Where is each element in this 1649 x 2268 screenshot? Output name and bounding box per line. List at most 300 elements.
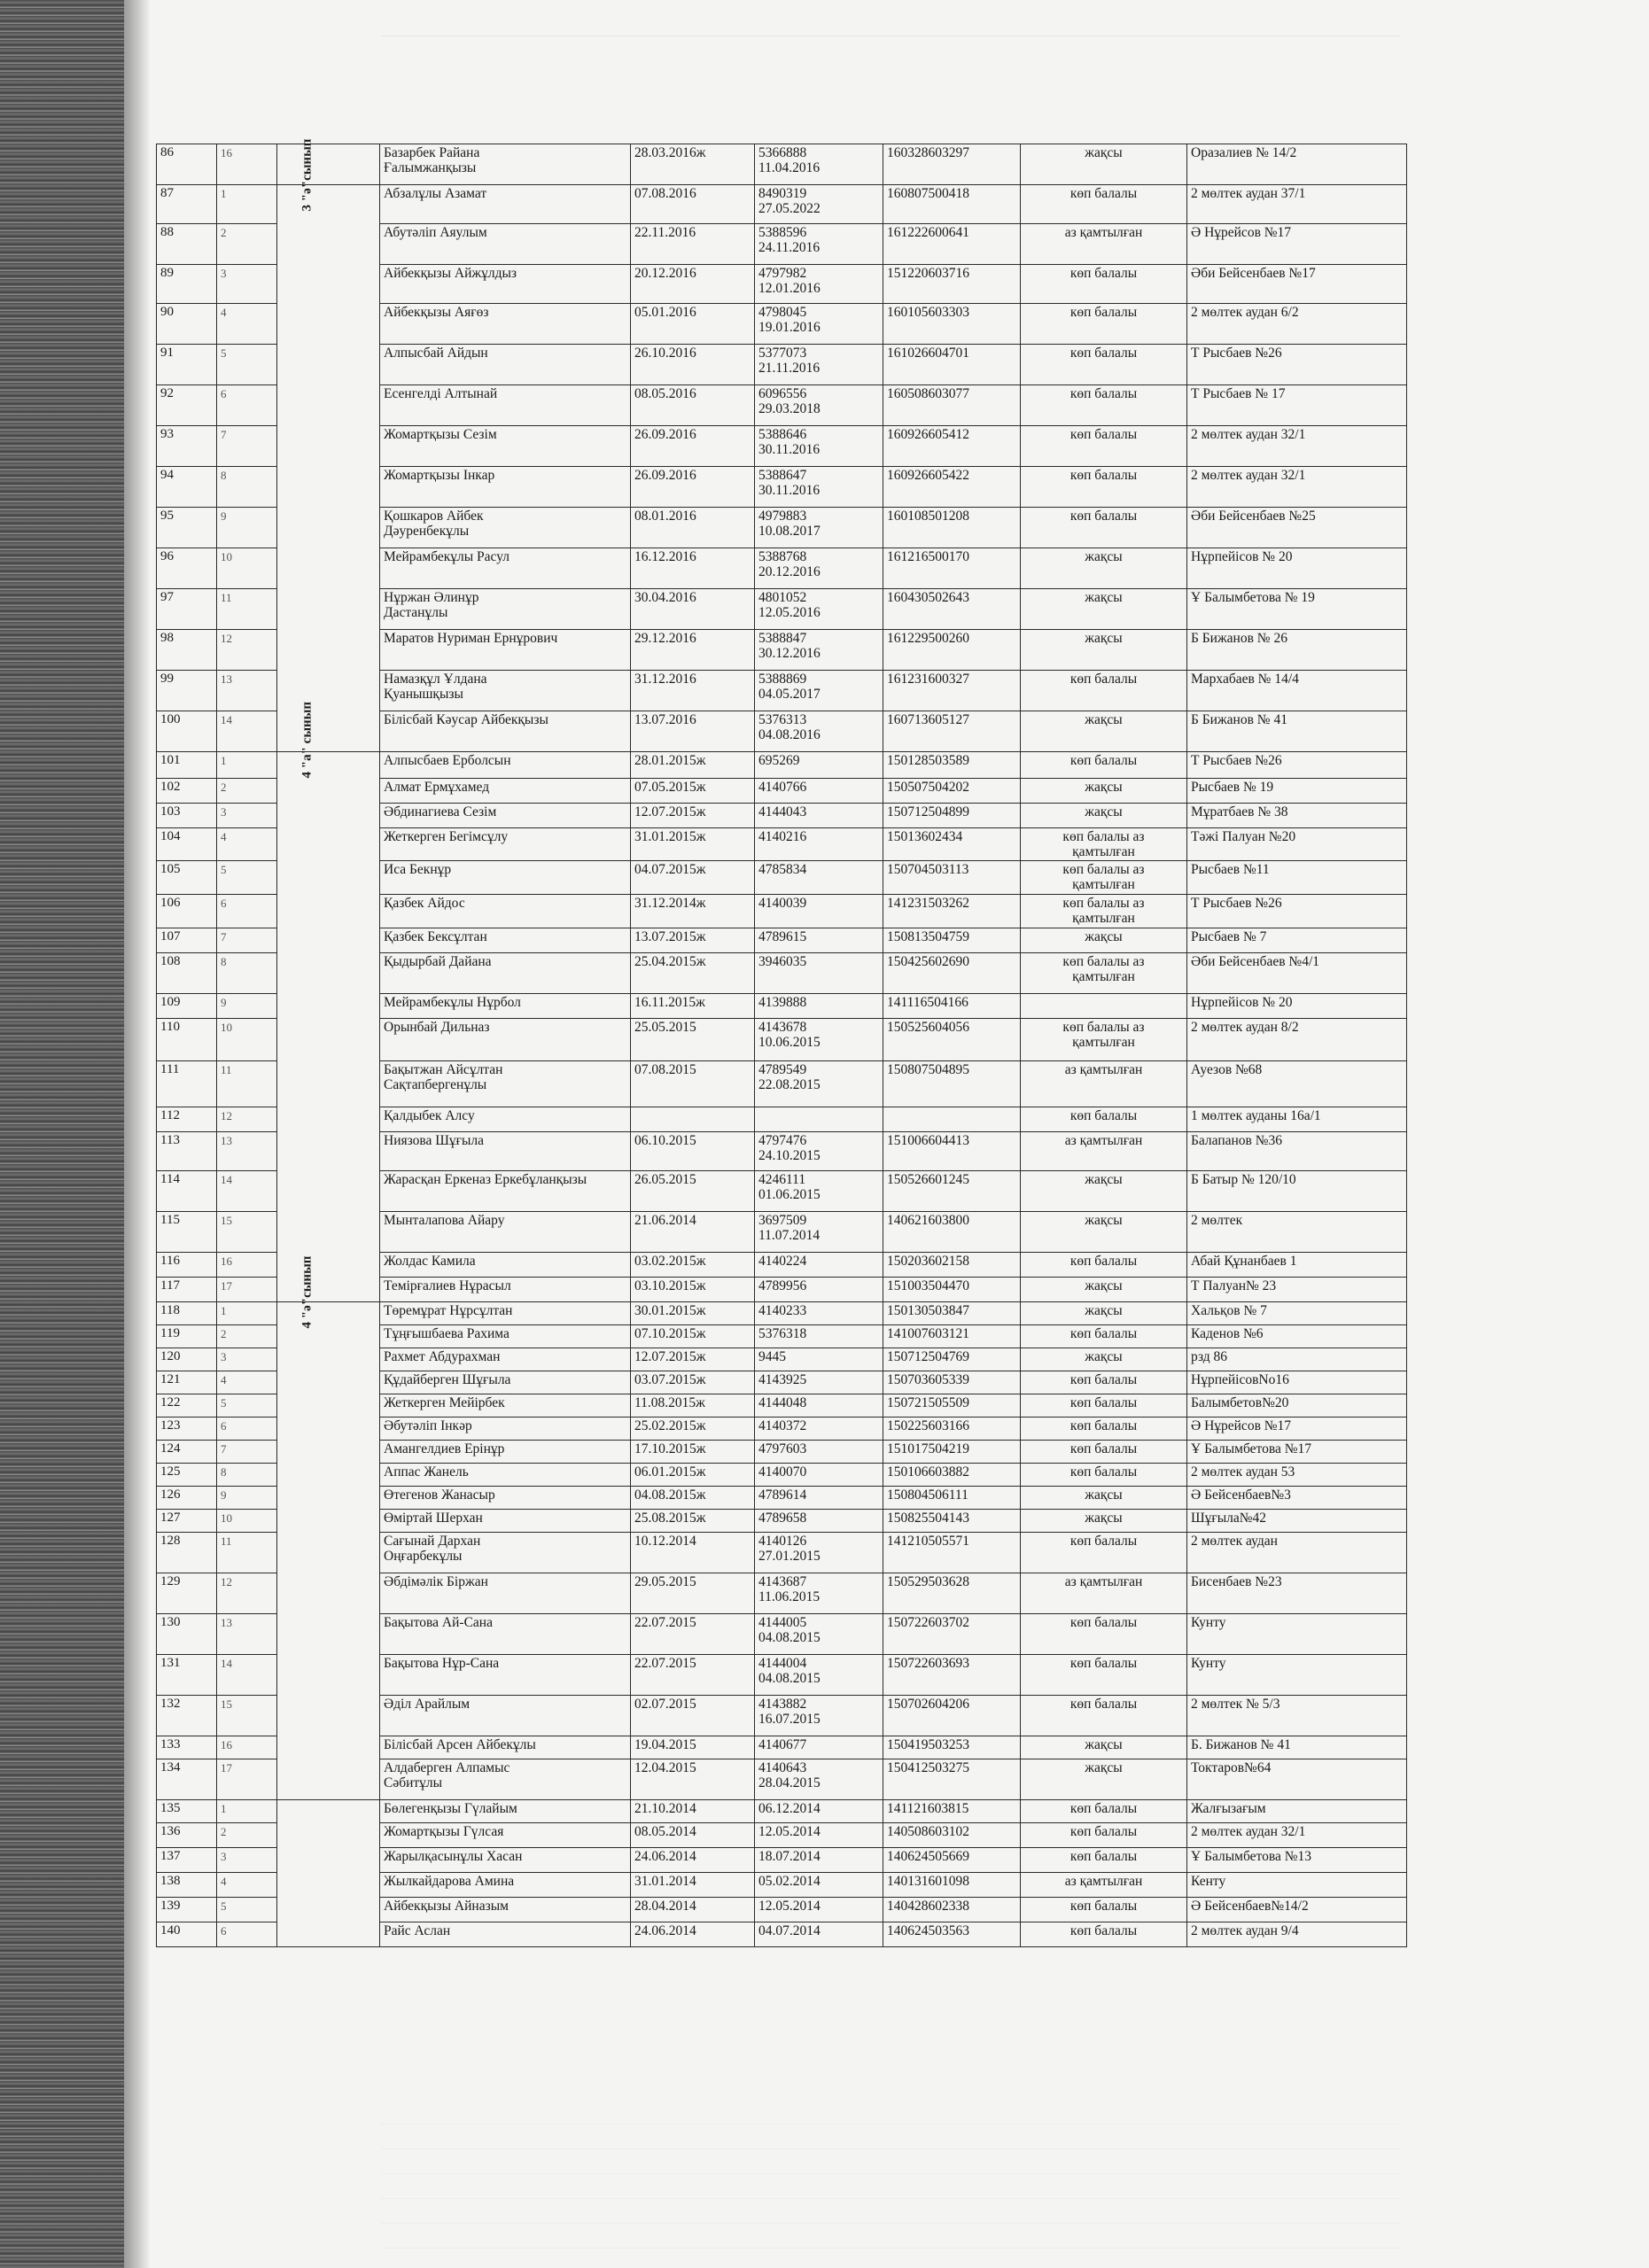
birth-date: 30.01.2015ж	[631, 1302, 755, 1325]
birth-certificate: 4789956	[755, 1278, 883, 1302]
iin-number: 160926605412	[883, 426, 1021, 467]
student-name: Алдаберген Алпамыс Сәбитұлы	[380, 1759, 631, 1800]
iin-number: 150419503253	[883, 1736, 1021, 1759]
birth-certificate: 05.02.2014	[755, 1873, 883, 1898]
student-name: Темірғалиев Нұрасыл	[380, 1278, 631, 1302]
family-status: көп балалы аз қамтылған	[1021, 895, 1187, 928]
family-status: жақсы	[1021, 804, 1187, 828]
home-address: 2 мөлтек аудан 32/1	[1187, 1823, 1407, 1848]
birth-certificate: 4143882 16.07.2015	[755, 1696, 883, 1736]
family-status: жақсы	[1021, 1510, 1187, 1533]
scan-shadow-fade	[124, 0, 151, 2268]
iin-number: 150704503113	[883, 861, 1021, 895]
home-address: рзд 86	[1187, 1348, 1407, 1371]
iin-number: 160807500418	[883, 185, 1021, 224]
birth-certificate: 9445	[755, 1348, 883, 1371]
home-address: Рысбаев № 7	[1187, 928, 1407, 953]
birth-date: 31.12.2014ж	[631, 895, 755, 928]
class-row-number: 12	[217, 630, 277, 671]
family-status: жақсы	[1021, 711, 1187, 752]
birth-certificate: 695269	[755, 752, 883, 779]
family-status: жақсы	[1021, 928, 1187, 953]
birth-date: 08.05.2014	[631, 1823, 755, 1848]
iin-number: 161026604701	[883, 345, 1021, 385]
family-status: көп балалы	[1021, 1848, 1187, 1873]
iin-number: 160926605422	[883, 467, 1021, 508]
family-status: көп балалы	[1021, 671, 1187, 711]
family-status: аз қамтылған	[1021, 1573, 1187, 1614]
class-row-number: 10	[217, 1510, 277, 1533]
class-row-number: 3	[217, 804, 277, 828]
birth-date: 24.06.2014	[631, 1848, 755, 1873]
home-address: Ә Нұрейсов №17	[1187, 224, 1407, 265]
family-status: көп балалы	[1021, 345, 1187, 385]
class-row-number: 9	[217, 1487, 277, 1510]
birth-certificate: 5388596 24.11.2016	[755, 224, 883, 265]
birth-date: 10.12.2014	[631, 1533, 755, 1573]
student-name: Білісбай Кәусар Айбекқызы	[380, 711, 631, 752]
iin-number: 141231503262	[883, 895, 1021, 928]
home-address: Мархабаев № 14/4	[1187, 671, 1407, 711]
birth-certificate: 8490319 27.05.2022	[755, 185, 883, 224]
birth-date: 25.05.2015	[631, 1019, 755, 1061]
student-name: Ниязова Шұғыла	[380, 1132, 631, 1171]
student-name: Жомартқызы Інкар	[380, 467, 631, 508]
iin-number: 140131601098	[883, 1873, 1021, 1898]
family-status: жақсы	[1021, 1171, 1187, 1212]
iin-number: 150712504899	[883, 804, 1021, 828]
class-row-number: 17	[217, 1278, 277, 1302]
home-address: Бисенбаев №23	[1187, 1573, 1407, 1614]
birth-certificate: 4140372	[755, 1418, 883, 1441]
birth-date: 07.08.2015	[631, 1061, 755, 1107]
iin-number: 150529503628	[883, 1573, 1021, 1614]
iin-number: 160108501208	[883, 508, 1021, 548]
student-name: Алпысбай Айдын	[380, 345, 631, 385]
birth-certificate: 4140126 27.01.2015	[755, 1533, 883, 1573]
iin-number: 150130503847	[883, 1302, 1021, 1325]
class-row-number: 4	[217, 1873, 277, 1898]
iin-number: 150203602158	[883, 1253, 1021, 1278]
student-name: Қыдырбай Дайана	[380, 953, 631, 994]
family-status: көп балалы	[1021, 1418, 1187, 1441]
family-status: аз қамтылған	[1021, 1873, 1187, 1898]
birth-date: 28.03.2016ж	[631, 144, 755, 185]
birth-date: 13.07.2016	[631, 711, 755, 752]
iin-number: 151003504470	[883, 1278, 1021, 1302]
iin-number: 150507504202	[883, 779, 1021, 804]
family-status: көп балалы	[1021, 467, 1187, 508]
student-name: Нұржан Әлинұр Дастанұлы	[380, 589, 631, 630]
home-address: Кенту	[1187, 1873, 1407, 1898]
home-address: Ә Бейсенбаев№3	[1187, 1487, 1407, 1510]
birth-date: 16.11.2015ж	[631, 994, 755, 1019]
home-address: Ә Нұрейсов №17	[1187, 1418, 1407, 1441]
birth-certificate: 5388847 30.12.2016	[755, 630, 883, 671]
iin-number: 141121603815	[883, 1800, 1021, 1823]
iin-number: 160105603303	[883, 304, 1021, 345]
row-number: 108	[157, 953, 217, 994]
iin-number: 15013602434	[883, 828, 1021, 861]
class-row-number: 7	[217, 1441, 277, 1464]
iin-number: 151220603716	[883, 265, 1021, 304]
birth-certificate: 4789615	[755, 928, 883, 953]
home-address: Кунту	[1187, 1614, 1407, 1655]
home-address: 2 мөлтек аудан 32/1	[1187, 426, 1407, 467]
class-row-number: 5	[217, 1394, 277, 1418]
student-name: Бөлегенқызы Гүлайым	[380, 1800, 631, 1823]
birth-certificate: 6096556 29.03.2018	[755, 385, 883, 426]
row-number: 116	[157, 1253, 217, 1278]
birth-certificate: 4798045 19.01.2016	[755, 304, 883, 345]
row-number: 127	[157, 1510, 217, 1533]
class-row-number: 14	[217, 711, 277, 752]
class-row-number: 14	[217, 1171, 277, 1212]
family-status: көп балалы	[1021, 1533, 1187, 1573]
family-status: көп балалы	[1021, 508, 1187, 548]
birth-certificate: 5388869 04.05.2017	[755, 671, 883, 711]
class-row-number: 10	[217, 1019, 277, 1061]
class-row-number: 3	[217, 1348, 277, 1371]
birth-date: 07.10.2015ж	[631, 1325, 755, 1348]
row-number: 106	[157, 895, 217, 928]
iin-number	[883, 1107, 1021, 1132]
iin-number: 150425602690	[883, 953, 1021, 994]
class-row-number: 11	[217, 1061, 277, 1107]
iin-number: 150525604056	[883, 1019, 1021, 1061]
family-status: жақсы	[1021, 1736, 1187, 1759]
birth-certificate: 4143678 10.06.2015	[755, 1019, 883, 1061]
home-address: 2 мөлтек	[1187, 1212, 1407, 1253]
birth-certificate: 4144004 04.08.2015	[755, 1655, 883, 1696]
home-address: Т Рысбаев №26	[1187, 895, 1407, 928]
iin-number: 150412503275	[883, 1759, 1021, 1800]
class-row-number: 13	[217, 1614, 277, 1655]
family-status: жақсы	[1021, 1278, 1187, 1302]
birth-date: 26.09.2016	[631, 426, 755, 467]
row-number: 139	[157, 1898, 217, 1922]
scan-shadow-edge	[0, 0, 124, 2268]
home-address: 2 мөлтек аудан 32/1	[1187, 467, 1407, 508]
birth-date: 06.01.2015ж	[631, 1464, 755, 1487]
student-name: Өтегенов Жанасыр	[380, 1487, 631, 1510]
family-status: көп балалы	[1021, 1107, 1187, 1132]
iin-number: 150722603702	[883, 1614, 1021, 1655]
row-number: 109	[157, 994, 217, 1019]
class-row-number: 4	[217, 304, 277, 345]
iin-number: 160508603077	[883, 385, 1021, 426]
birth-certificate: 4797476 24.10.2015	[755, 1132, 883, 1171]
student-name: Маратов Нуриман Ернұрович	[380, 630, 631, 671]
birth-date: 25.08.2015ж	[631, 1510, 755, 1533]
class-row-number: 2	[217, 1823, 277, 1848]
birth-certificate: 4140039	[755, 895, 883, 928]
class-row-number: 6	[217, 385, 277, 426]
row-number: 114	[157, 1171, 217, 1212]
home-address: Нұрпейісов № 20	[1187, 994, 1407, 1019]
row-number: 118	[157, 1302, 217, 1325]
birth-date: 05.01.2016	[631, 304, 755, 345]
row-number: 101	[157, 752, 217, 779]
class-row-number: 6	[217, 1922, 277, 1947]
home-address: Ұ Балымбетова № 19	[1187, 589, 1407, 630]
row-number: 90	[157, 304, 217, 345]
student-name: Төремұрат Нұрсұлтан	[380, 1302, 631, 1325]
birth-certificate: 18.07.2014	[755, 1848, 883, 1873]
student-name: Қошкаров Айбек Дәуренбекұлы	[380, 508, 631, 548]
iin-number: 140508603102	[883, 1823, 1021, 1848]
student-name: Қазбек Бексұлтан	[380, 928, 631, 953]
home-address: Б Бижанов № 26	[1187, 630, 1407, 671]
table-row	[157, 752, 1407, 779]
student-name: Орынбай Дильназ	[380, 1019, 631, 1061]
birth-certificate: 4140224	[755, 1253, 883, 1278]
birth-certificate: 3697509 11.07.2014	[755, 1212, 883, 1253]
class-row-number: 5	[217, 345, 277, 385]
family-status: көп балалы	[1021, 1696, 1187, 1736]
class-row-number: 11	[217, 1533, 277, 1573]
birth-certificate: 4144043	[755, 804, 883, 828]
class-row-number: 7	[217, 928, 277, 953]
birth-certificate: 12.05.2014	[755, 1823, 883, 1848]
birth-certificate: 4789614	[755, 1487, 883, 1510]
birth-certificate: 4140677	[755, 1736, 883, 1759]
iin-number: 150825504143	[883, 1510, 1021, 1533]
iin-number: 150712504769	[883, 1348, 1021, 1371]
row-number: 130	[157, 1614, 217, 1655]
home-address: Б Бижанов № 41	[1187, 711, 1407, 752]
family-status: аз қамтылған	[1021, 224, 1187, 265]
row-number: 138	[157, 1873, 217, 1898]
family-status: көп балалы	[1021, 426, 1187, 467]
student-name: Білісбай Арсен Айбекұлы	[380, 1736, 631, 1759]
home-address: Кунту	[1187, 1655, 1407, 1696]
iin-number: 150807504895	[883, 1061, 1021, 1107]
student-name: Сағынай Дархан Оңғарбекұлы	[380, 1533, 631, 1573]
home-address: Рысбаев №11	[1187, 861, 1407, 895]
home-address: Балапанов №36	[1187, 1132, 1407, 1171]
family-status: көп балалы	[1021, 1325, 1187, 1348]
birth-date: 31.01.2015ж	[631, 828, 755, 861]
table-row	[157, 1800, 1407, 1823]
student-name: Бақытова Нұр-Сана	[380, 1655, 631, 1696]
home-address: 2 мөлтек аудан 37/1	[1187, 185, 1407, 224]
home-address: Ә Бейсенбаев№14/2	[1187, 1898, 1407, 1922]
iin-number: 151017504219	[883, 1441, 1021, 1464]
iin-number: 141007603121	[883, 1325, 1021, 1348]
birth-certificate: 4789549 22.08.2015	[755, 1061, 883, 1107]
family-status: жақсы	[1021, 1759, 1187, 1800]
birth-date: 25.04.2015ж	[631, 953, 755, 994]
student-name: Әбдімәлік Біржан	[380, 1573, 631, 1614]
student-name: Өміртай Шерхан	[380, 1510, 631, 1533]
student-name: Жеткерген Мейірбек	[380, 1394, 631, 1418]
student-name: Айбекқызы Айжұлдыз	[380, 265, 631, 304]
birth-certificate: 5366888 11.04.2016	[755, 144, 883, 185]
class-row-number: 8	[217, 467, 277, 508]
iin-number: 140621603800	[883, 1212, 1021, 1253]
student-name: Бақытова Ай-Сана	[380, 1614, 631, 1655]
row-number: 134	[157, 1759, 217, 1800]
birth-date: 07.08.2016	[631, 185, 755, 224]
class-row-number: 1	[217, 1302, 277, 1325]
family-status: көп балалы	[1021, 1464, 1187, 1487]
iin-number: 160430502643	[883, 589, 1021, 630]
class-row-number: 17	[217, 1759, 277, 1800]
family-status: көп балалы	[1021, 1441, 1187, 1464]
iin-number: 150721505509	[883, 1394, 1021, 1418]
iin-number: 140624503563	[883, 1922, 1021, 1947]
student-name: Жолдас Камила	[380, 1253, 631, 1278]
class-row-number: 13	[217, 671, 277, 711]
family-status: көп балалы	[1021, 1800, 1187, 1823]
class-row-number: 12	[217, 1107, 277, 1132]
row-number: 86	[157, 144, 217, 185]
home-address: Әби Бейсенбаев №25	[1187, 508, 1407, 548]
home-address: Т Рысбаев №26	[1187, 752, 1407, 779]
iin-number: 150813504759	[883, 928, 1021, 953]
family-status: көп балалы аз қамтылған	[1021, 953, 1187, 994]
class-row-number: 15	[217, 1696, 277, 1736]
class-row-number: 14	[217, 1655, 277, 1696]
student-name: Аппас Жанель	[380, 1464, 631, 1487]
class-row-number: 1	[217, 1800, 277, 1823]
birth-date: 06.10.2015	[631, 1132, 755, 1171]
home-address: Токтаров№64	[1187, 1759, 1407, 1800]
student-name: Есенгелді Алтынай	[380, 385, 631, 426]
iin-number: 150722603693	[883, 1655, 1021, 1696]
birth-date: 31.12.2016	[631, 671, 755, 711]
birth-certificate: 3946035	[755, 953, 883, 994]
student-name: Жеткерген Бегімсұлу	[380, 828, 631, 861]
iin-number: 150702604206	[883, 1696, 1021, 1736]
student-name: Жомартқызы Сезім	[380, 426, 631, 467]
iin-number: 150804506111	[883, 1487, 1021, 1510]
family-status: аз қамтылған	[1021, 1061, 1187, 1107]
birth-date: 03.07.2015ж	[631, 1371, 755, 1394]
student-name: Бақытжан Айсұлтан Сақтапбергенұлы	[380, 1061, 631, 1107]
class-row-number: 12	[217, 1573, 277, 1614]
student-name: Амангелдиев Ерінұр	[380, 1441, 631, 1464]
birth-date: 04.07.2015ж	[631, 861, 755, 895]
birth-date: 12.07.2015ж	[631, 804, 755, 828]
birth-date: 12.07.2015ж	[631, 1348, 755, 1371]
birth-date: 25.02.2015ж	[631, 1418, 755, 1441]
iin-number: 161229500260	[883, 630, 1021, 671]
class-row-number: 1	[217, 185, 277, 224]
birth-certificate: 5388646 30.11.2016	[755, 426, 883, 467]
student-name: Намазқұл Ұлдана Қуанышқызы	[380, 671, 631, 711]
birth-date: 29.12.2016	[631, 630, 755, 671]
birth-certificate: 4140070	[755, 1464, 883, 1487]
class-row-number: 6	[217, 1418, 277, 1441]
class-row-number: 5	[217, 1898, 277, 1922]
row-number: 126	[157, 1487, 217, 1510]
student-name: Айбекқызы Аяғөз	[380, 304, 631, 345]
student-name: Айбекқызы Айназым	[380, 1898, 631, 1922]
home-address: Балымбетов№20	[1187, 1394, 1407, 1418]
birth-certificate: 4801052 12.05.2016	[755, 589, 883, 630]
class-label: 4 "ә"сынып	[299, 1255, 315, 1329]
family-status: көп балалы	[1021, 1898, 1187, 1922]
student-name: Әділ Арайлым	[380, 1696, 631, 1736]
row-number: 122	[157, 1394, 217, 1418]
birth-date: 04.08.2015ж	[631, 1487, 755, 1510]
class-row-number: 16	[217, 1736, 277, 1759]
student-name: Абутәліп Аяулым	[380, 224, 631, 265]
home-address: Б. Бижанов № 41	[1187, 1736, 1407, 1759]
birth-certificate: 4143925	[755, 1371, 883, 1394]
birth-date: 17.10.2015ж	[631, 1441, 755, 1464]
row-number: 111	[157, 1061, 217, 1107]
birth-certificate: 4139888	[755, 994, 883, 1019]
class-row-number: 4	[217, 1371, 277, 1394]
row-number: 91	[157, 345, 217, 385]
birth-date: 24.06.2014	[631, 1922, 755, 1947]
student-name: Жарасқан Еркеназ Еркебұланқызы	[380, 1171, 631, 1212]
home-address: Каденов №6	[1187, 1325, 1407, 1348]
row-number: 97	[157, 589, 217, 630]
student-name: Әбутәліп Інкәр	[380, 1418, 631, 1441]
class-group-cell	[277, 144, 380, 185]
row-number: 124	[157, 1441, 217, 1464]
row-number: 113	[157, 1132, 217, 1171]
row-number: 94	[157, 467, 217, 508]
birth-date: 16.12.2016	[631, 548, 755, 589]
birth-date: 07.05.2015ж	[631, 779, 755, 804]
birth-date: 03.02.2015ж	[631, 1253, 755, 1278]
family-status: жақсы	[1021, 1212, 1187, 1253]
class-row-number: 6	[217, 895, 277, 928]
row-number: 102	[157, 779, 217, 804]
row-number: 125	[157, 1464, 217, 1487]
home-address: Әби Бейсенбаев №4/1	[1187, 953, 1407, 994]
student-roster-table	[156, 138, 1407, 1947]
iin-number: 161222600641	[883, 224, 1021, 265]
student-name: Райс Аслан	[380, 1922, 631, 1947]
class-row-number: 4	[217, 828, 277, 861]
row-number: 136	[157, 1823, 217, 1848]
birth-date: 26.05.2015	[631, 1171, 755, 1212]
row-number: 131	[157, 1655, 217, 1696]
family-status: жақсы	[1021, 1487, 1187, 1510]
family-status: көп балалы аз қамтылған	[1021, 861, 1187, 895]
birth-date: 08.01.2016	[631, 508, 755, 548]
row-number: 88	[157, 224, 217, 265]
class-row-number: 9	[217, 994, 277, 1019]
home-address: НұрпейісовNo16	[1187, 1371, 1407, 1394]
home-address: 2 мөлтек аудан 8/2	[1187, 1019, 1407, 1061]
iin-number: 151006604413	[883, 1132, 1021, 1171]
birth-date: 28.04.2014	[631, 1898, 755, 1922]
class-row-number: 11	[217, 589, 277, 630]
iin-number: 140428602338	[883, 1898, 1021, 1922]
student-name: Иса Бекнұр	[380, 861, 631, 895]
home-address: Т Рысбаев №26	[1187, 345, 1407, 385]
home-address: Тәжі Палуан №20	[1187, 828, 1407, 861]
student-name: Әбдинагиева Сезім	[380, 804, 631, 828]
home-address: Рысбаев № 19	[1187, 779, 1407, 804]
family-status: көп балалы	[1021, 1253, 1187, 1278]
home-address: Ауезов №68	[1187, 1061, 1407, 1107]
class-row-number: 2	[217, 224, 277, 265]
student-name: Мынталапова Айару	[380, 1212, 631, 1253]
family-status: көп балалы	[1021, 1655, 1187, 1696]
home-address: 1 мөлтек ауданы 16а/1	[1187, 1107, 1407, 1132]
birth-certificate: 04.07.2014	[755, 1922, 883, 1947]
class-row-number: 1	[217, 752, 277, 779]
iin-number: 141210505571	[883, 1533, 1021, 1573]
